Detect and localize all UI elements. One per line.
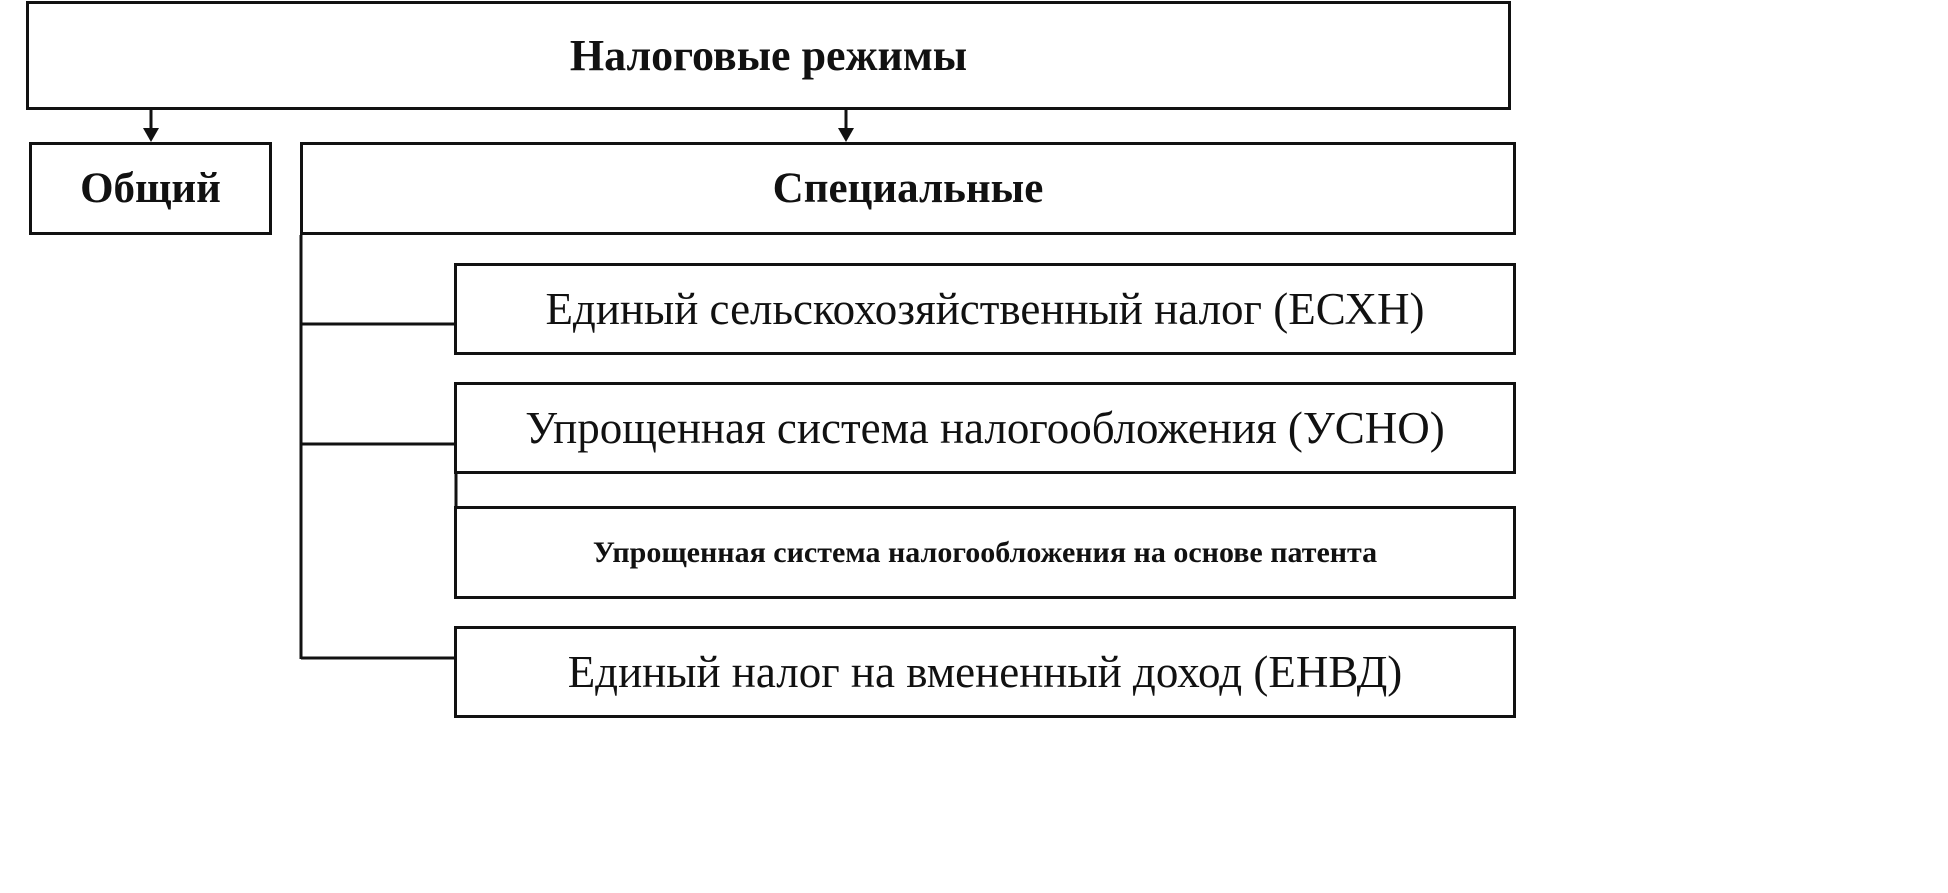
arrow-to-general-head [143,128,159,142]
node-special [300,142,1516,235]
node-general-label: Общий [80,165,221,212]
node-usno-label: Упрощенная система налогообложения (УСНО) [525,403,1445,453]
arrow-to-special-head [838,128,854,142]
node-eshn-label: Единый сельскохозяйственный налог (ЕСХН) [545,284,1425,334]
node-envd [454,626,1516,718]
root-node-tax-regimes [26,1,1511,110]
root-node-label: Налоговые режимы [569,31,968,80]
node-patent-label: Упрощенная система налогообложения на основе патента [592,535,1378,569]
node-envd-label: Единый налог на вмененный доход (ЕНВД) [567,647,1403,697]
node-special-label: Специальные [772,165,1044,212]
node-usno [454,382,1516,474]
node-patent [454,506,1516,599]
node-general [29,142,272,235]
node-eshn [454,263,1516,355]
